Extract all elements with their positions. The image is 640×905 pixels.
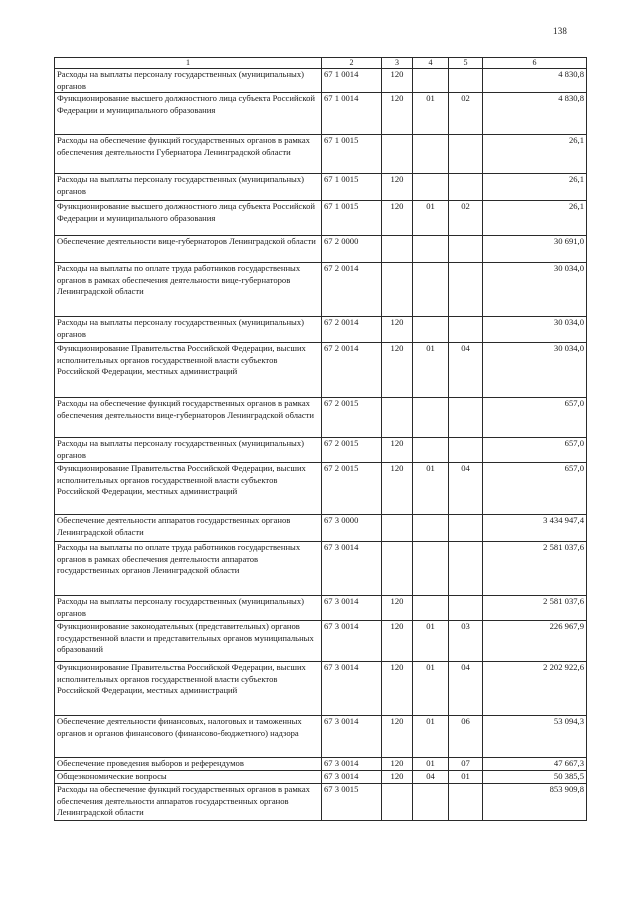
row-pr: 01 [449, 771, 483, 784]
table-row [55, 771, 587, 784]
row-rz: 01 [413, 93, 449, 135]
row-code: 67 1 0014 [322, 93, 382, 135]
row-pr [449, 135, 483, 174]
row-vr [382, 263, 413, 317]
budget-table [54, 57, 587, 821]
table-row [55, 135, 587, 174]
row-sum: 50 385,5 [483, 771, 587, 784]
row-code: 67 3 0014 [322, 771, 382, 784]
table-row [55, 716, 587, 758]
row-name: Обеспечение деятельности аппаратов государственных органов Ленинградской области [55, 515, 322, 542]
row-rz: 01 [413, 201, 449, 236]
row-vr: 120 [382, 93, 413, 135]
row-sum: 657,0 [483, 463, 587, 515]
table-row [55, 317, 587, 343]
row-sum: 3 434 947,4 [483, 515, 587, 542]
table-row [55, 662, 587, 716]
row-vr: 120 [382, 758, 413, 771]
header-col-3: 3 [382, 58, 413, 69]
header-col-1: 1 [55, 58, 322, 69]
row-name: Расходы на выплаты персоналу государственных (муниципальных) органов [55, 596, 322, 621]
row-code: 67 3 0014 [322, 596, 382, 621]
row-sum: 53 094,3 [483, 716, 587, 758]
row-vr: 120 [382, 596, 413, 621]
table-row [55, 542, 587, 596]
row-vr: 120 [382, 621, 413, 662]
row-rz [413, 69, 449, 93]
row-code: 67 3 0000 [322, 515, 382, 542]
row-sum: 657,0 [483, 438, 587, 463]
page-number: 138 [553, 26, 568, 36]
row-sum: 853 909,8 [483, 784, 587, 821]
row-rz [413, 438, 449, 463]
row-name: Расходы на выплаты персоналу государственных (муниципальных) органов [55, 438, 322, 463]
row-name: Функционирование высшего должностного лица субъекта Российской Федерации и муниципального образования [55, 201, 322, 236]
row-pr: 04 [449, 662, 483, 716]
row-name: Функционирование высшего должностного лица субъекта Российской Федерации и муниципального образования [55, 93, 322, 135]
header-col-6: 6 [483, 58, 587, 69]
row-vr: 120 [382, 771, 413, 784]
table-row [55, 621, 587, 662]
row-vr [382, 515, 413, 542]
row-sum: 2 581 037,6 [483, 596, 587, 621]
row-pr [449, 236, 483, 263]
row-code: 67 2 0015 [322, 398, 382, 438]
row-sum: 226 967,9 [483, 621, 587, 662]
row-vr [382, 542, 413, 596]
row-pr [449, 398, 483, 438]
row-code: 67 1 0015 [322, 174, 382, 201]
row-rz: 01 [413, 621, 449, 662]
row-pr: 07 [449, 758, 483, 771]
row-vr [382, 236, 413, 263]
row-name: Расходы на обеспечение функций государственных органов в рамках обеспечения деятельности аппаратов государственных органов Ленинградской области [55, 784, 322, 821]
row-code: 67 3 0014 [322, 621, 382, 662]
row-name: Расходы на выплаты по оплате труда работников государственных органов в рамках обеспечения деятельности аппаратов государственных органов Ленинградской области [55, 542, 322, 596]
row-rz [413, 784, 449, 821]
row-vr: 120 [382, 317, 413, 343]
row-rz: 01 [413, 662, 449, 716]
row-pr [449, 784, 483, 821]
table-row [55, 596, 587, 621]
row-rz [413, 236, 449, 263]
row-pr: 03 [449, 621, 483, 662]
row-vr: 120 [382, 716, 413, 758]
row-rz [413, 135, 449, 174]
row-rz: 01 [413, 758, 449, 771]
row-name: Расходы на обеспечение функций государственных органов в рамках обеспечения деятельности Губернатора Ленинградской области [55, 135, 322, 174]
table-body [55, 69, 587, 821]
row-pr: 02 [449, 93, 483, 135]
row-code: 67 2 0000 [322, 236, 382, 263]
row-pr: 04 [449, 463, 483, 515]
row-vr: 120 [382, 662, 413, 716]
row-name: Обеспечение деятельности вице-губернаторов Ленинградской области [55, 236, 322, 263]
table-row [55, 93, 587, 135]
row-name: Расходы на выплаты персоналу государственных (муниципальных) органов [55, 174, 322, 201]
row-sum: 2 581 037,6 [483, 542, 587, 596]
row-name: Функционирование Правительства Российской Федерации, высших исполнительных органов государственной власти субъектов Российской Федерации, местных администраций [55, 343, 322, 398]
row-code: 67 1 0015 [322, 201, 382, 236]
row-rz: 01 [413, 463, 449, 515]
row-name: Расходы на выплаты по оплате труда работников государственных органов в рамках обеспечения деятельности вице-губернаторов Ленинградской области [55, 263, 322, 317]
row-vr: 120 [382, 343, 413, 398]
table-row [55, 784, 587, 821]
row-pr: 02 [449, 201, 483, 236]
row-rz: 01 [413, 716, 449, 758]
row-rz [413, 542, 449, 596]
row-rz [413, 317, 449, 343]
row-sum: 47 667,3 [483, 758, 587, 771]
row-code: 67 2 0014 [322, 317, 382, 343]
table-row [55, 343, 587, 398]
table-row [55, 438, 587, 463]
row-rz [413, 515, 449, 542]
row-pr [449, 174, 483, 201]
row-rz: 01 [413, 343, 449, 398]
row-name: Расходы на выплаты персоналу государственных (муниципальных) органов [55, 69, 322, 93]
table-row [55, 398, 587, 438]
row-vr: 120 [382, 438, 413, 463]
table-row [55, 463, 587, 515]
row-name: Функционирование законодательных (представительных) органов государственной власти и представительных органов муниципальных образований [55, 621, 322, 662]
row-code: 67 2 0014 [322, 343, 382, 398]
row-code: 67 3 0014 [322, 758, 382, 771]
row-vr [382, 135, 413, 174]
table-row [55, 758, 587, 771]
row-code: 67 3 0014 [322, 542, 382, 596]
row-vr [382, 784, 413, 821]
row-pr [449, 317, 483, 343]
row-sum: 26,1 [483, 201, 587, 236]
table-row [55, 174, 587, 201]
row-sum: 657,0 [483, 398, 587, 438]
row-pr: 04 [449, 343, 483, 398]
header-col-5: 5 [449, 58, 483, 69]
row-rz [413, 263, 449, 317]
row-sum: 4 830,8 [483, 69, 587, 93]
table-row [55, 263, 587, 317]
table-row [55, 69, 587, 93]
row-sum: 30 034,0 [483, 263, 587, 317]
table-row [55, 236, 587, 263]
row-code: 67 3 0014 [322, 716, 382, 758]
row-name: Функционирование Правительства Российской Федерации, высших исполнительных органов государственной власти субъектов Российской Федерации, местных администраций [55, 662, 322, 716]
table-row [55, 515, 587, 542]
row-pr: 06 [449, 716, 483, 758]
row-code: 67 2 0014 [322, 263, 382, 317]
row-vr: 120 [382, 174, 413, 201]
row-rz [413, 174, 449, 201]
row-name: Обеспечение проведения выборов и референдумов [55, 758, 322, 771]
row-sum: 4 830,8 [483, 93, 587, 135]
row-pr [449, 596, 483, 621]
row-sum: 2 202 922,6 [483, 662, 587, 716]
row-vr: 120 [382, 201, 413, 236]
row-rz [413, 398, 449, 438]
row-vr: 120 [382, 69, 413, 93]
header-col-4: 4 [413, 58, 449, 69]
row-sum: 30 691,0 [483, 236, 587, 263]
row-code: 67 2 0015 [322, 463, 382, 515]
table-row [55, 201, 587, 236]
table-header-row [55, 58, 587, 69]
row-vr: 120 [382, 463, 413, 515]
row-name: Обеспечение деятельности финансовых, налоговых и таможенных органов и органов финансового (финансово-бюджетного) надзора [55, 716, 322, 758]
row-pr [449, 542, 483, 596]
row-name: Функционирование Правительства Российской Федерации, высших исполнительных органов государственной власти субъектов Российской Федерации, местных администраций [55, 463, 322, 515]
row-name: Общеэкономические вопросы [55, 771, 322, 784]
row-name: Расходы на обеспечение функций государственных органов в рамках обеспечения деятельности вице-губернаторов Ленинградской области [55, 398, 322, 438]
row-pr [449, 263, 483, 317]
row-sum: 26,1 [483, 135, 587, 174]
table-header [55, 58, 587, 69]
row-pr [449, 438, 483, 463]
row-sum: 26,1 [483, 174, 587, 201]
row-name: Расходы на выплаты персоналу государственных (муниципальных) органов [55, 317, 322, 343]
row-sum: 30 034,0 [483, 343, 587, 398]
row-code: 67 3 0015 [322, 784, 382, 821]
row-rz: 04 [413, 771, 449, 784]
row-code: 67 2 0015 [322, 438, 382, 463]
row-pr [449, 515, 483, 542]
row-vr [382, 398, 413, 438]
row-sum: 30 034,0 [483, 317, 587, 343]
row-code: 67 1 0015 [322, 135, 382, 174]
header-col-2: 2 [322, 58, 382, 69]
row-rz [413, 596, 449, 621]
row-pr [449, 69, 483, 93]
row-code: 67 3 0014 [322, 662, 382, 716]
row-code: 67 1 0014 [322, 69, 382, 93]
